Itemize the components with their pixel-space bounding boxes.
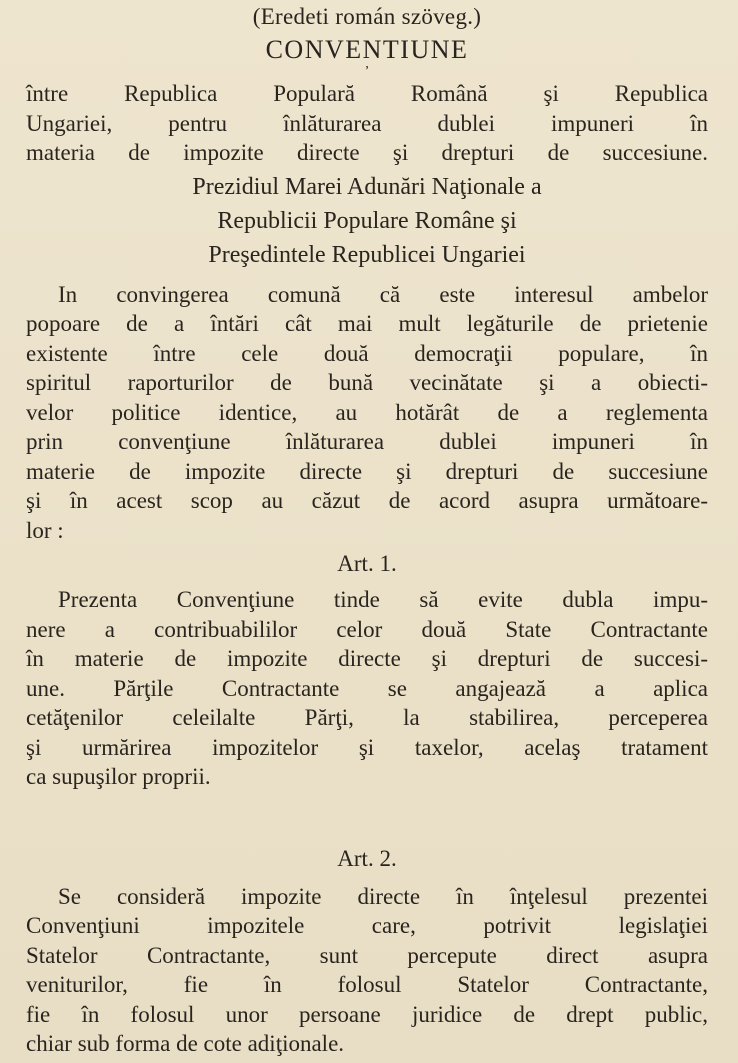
article-2-text (26, 882, 708, 1059)
preamble (26, 280, 708, 546)
parties-block (26, 170, 708, 272)
preamble-line: prin convenţiune înlăturarea dublei impuneri în (26, 429, 708, 455)
article-2-line: fie în folosul unor persoane juridice de drept public, (26, 1001, 708, 1027)
source-note: (Eredeti román szöveg.) (252, 4, 482, 29)
preamble-line: popoare de a întări cât mai mult legăturile de prietenie (26, 311, 708, 337)
subtitle-line: materia de impozite directe şi drepturi de succesiune. (26, 140, 708, 166)
article-1-last-line: ca supuşilor proprii. (26, 764, 211, 790)
article-2-line: Convenţiuni impozitele care, potrivit legislaţiei (26, 913, 708, 939)
article-2-heading: Art. 2. (337, 845, 397, 871)
article-1-line: une. Părţile Contractante se angajează a aplica (26, 675, 708, 701)
subtitle-block (26, 79, 708, 168)
party-line: Preşedintele Republicei Ungariei (208, 241, 526, 268)
article-1-heading: Art. 1. (337, 551, 397, 577)
article-2-line: veniturilor, fie în folosul Statelor Contractante, (26, 972, 708, 998)
article-1-line: în materie de impozite directe şi drepturi de succesi- (26, 646, 708, 672)
article-2-line: Se consideră impozite directe în înţelesul prezentei (58, 883, 708, 909)
preamble-line: şi în acest scop au căzut de acord asupra următoare- (26, 488, 708, 514)
article-1-line: şi urmărirea impozitelor şi taxelor, acelaş tratament (26, 734, 708, 760)
article-1-line: cetăţenilor celeilalte Părţi, la stabilirea, perceperea (26, 705, 708, 731)
preamble-line: materie de impozite directe şi drepturi de succesiune (26, 458, 708, 484)
preamble-line: spiritul raporturilor de bună vecinătate şi a obiecti- (26, 370, 708, 396)
preamble-last-line: lor : (26, 517, 64, 543)
preamble-line: In convingerea comună că este interesul ambelor (58, 281, 708, 307)
article-1-text (26, 585, 708, 792)
subtitle-line: între Republica Populară Română şi Republica (26, 81, 708, 107)
title-mark: ’ (364, 64, 370, 80)
preamble-line: existente între cele două democraţii populare, în (26, 340, 708, 366)
article-1-line: nere a contribuabililor celor două State Contractante (26, 616, 708, 642)
article-2-line: Statelor Contractante, sunt percepute direct asupra (26, 942, 708, 968)
document-title: CONVENTIUNE (265, 35, 469, 64)
article-1-line: Prezenta Convenţiune tinde să evite dubla impu- (58, 587, 708, 613)
subtitle-line: Ungariei, pentru înlăturarea dublei impuneri în (26, 110, 708, 136)
party-line: Prezidiul Marei Adunări Naţionale a (192, 173, 542, 200)
party-line: Republicii Populare Române şi (217, 207, 517, 234)
article-2-last-line: chiar sub forma de cote adiţionale. (26, 1031, 345, 1057)
preamble-line: velor politice identice, au hotărât de a reglementa (26, 399, 708, 425)
